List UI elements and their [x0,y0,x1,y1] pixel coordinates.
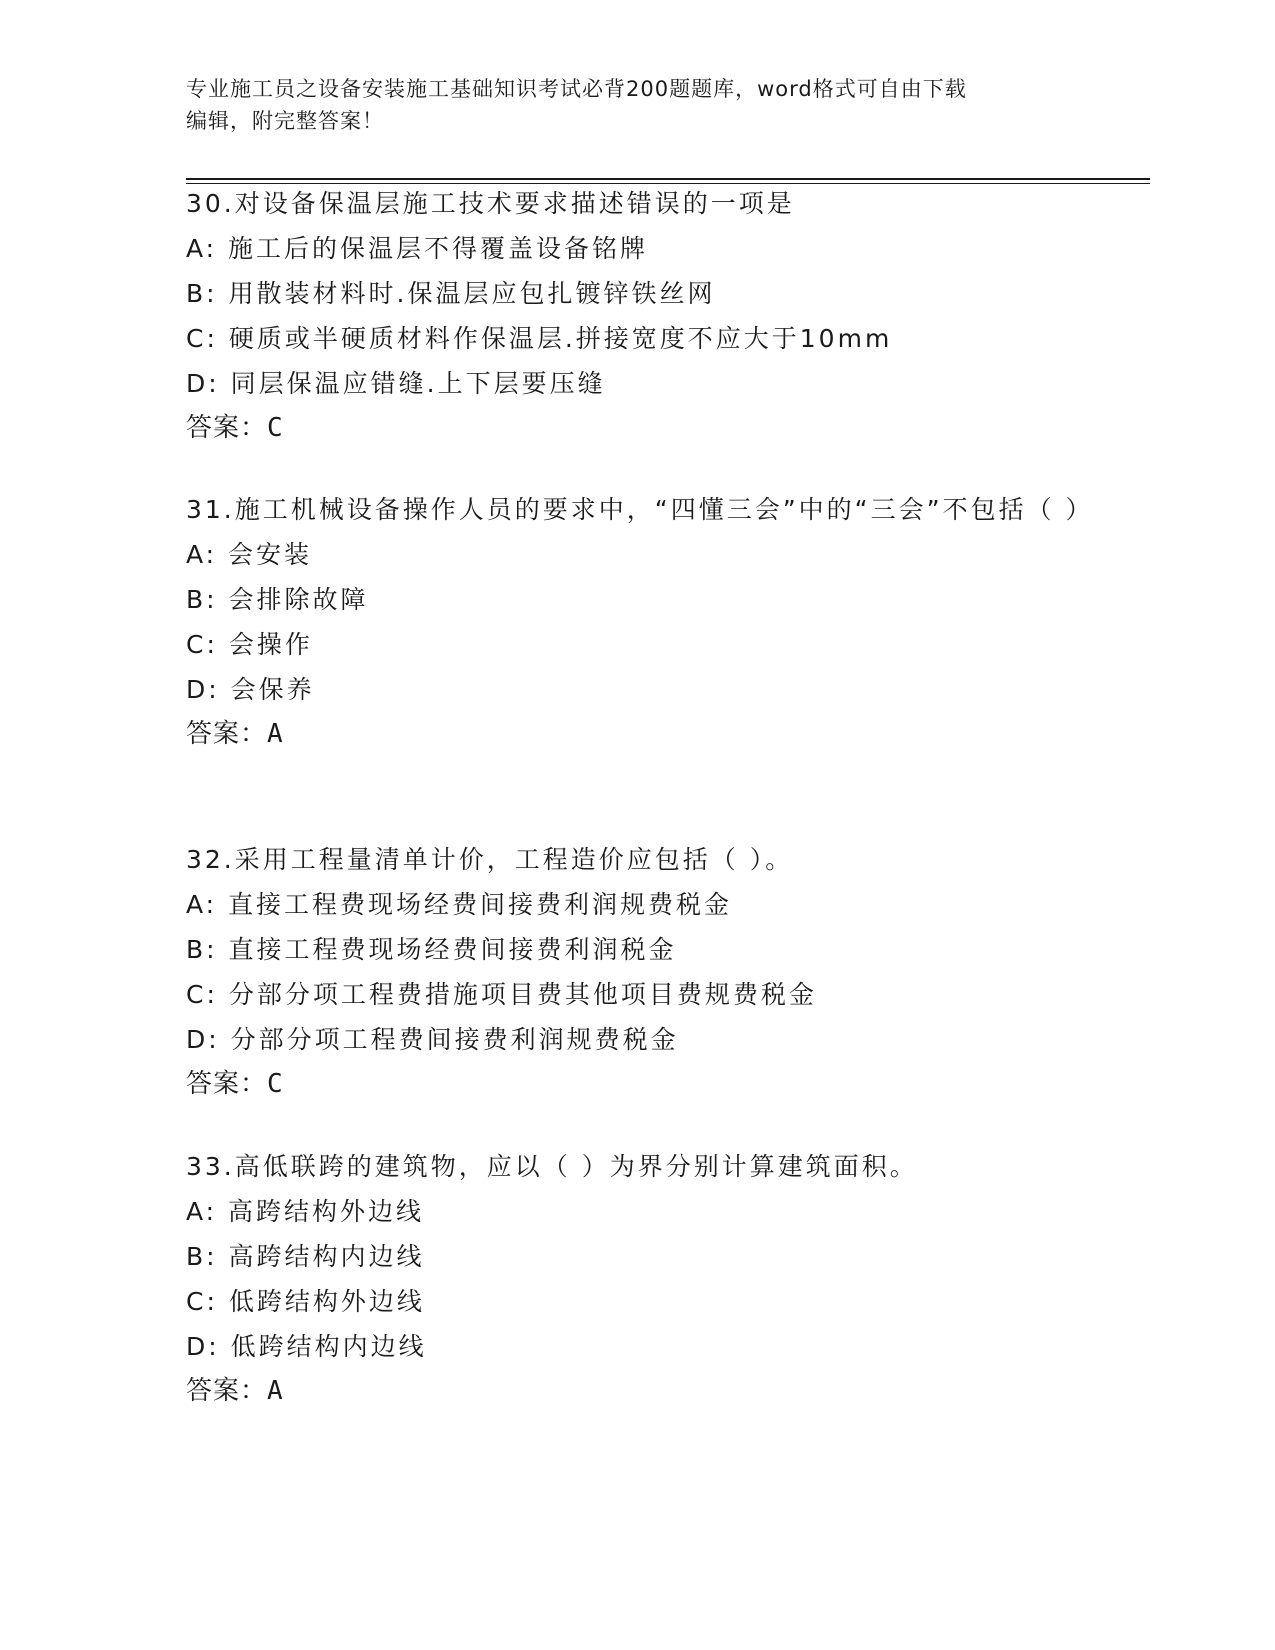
option-d: D: 会保养 [186,675,315,704]
answer-line [186,1062,1086,1107]
option-c: C: 硬质或半硬质材料作保温层.拼接宽度不应大于10mm [186,324,893,353]
option-d: D: 同层保温应错缝.上下层要压缝 [186,369,606,398]
option-d: D: 低跨结构内边线 [186,1332,427,1361]
option-a: A: 直接工程费现场经费间接费利润规费税金 [186,890,733,919]
question-stem: 33.高低联跨的建筑物，应以（ ）为界分别计算建筑面积。 [186,1152,918,1181]
option-a: A: 会安装 [186,540,313,569]
question-33 [186,1144,1086,1414]
question-32 [186,837,1086,1107]
question-30 [186,181,1086,451]
answer-line [186,406,1086,451]
answer-label: 答案： [186,719,268,749]
answer-value: C [267,1069,284,1099]
answer-value: C [267,413,284,443]
option-c: C: 分部分项工程费措施项目费其他项目费规费税金 [186,980,817,1009]
answer-value: A [267,719,284,749]
answer-value: A [267,1376,284,1406]
option-b: B: 高跨结构内边线 [186,1242,425,1271]
option-b: B: 会排除故障 [186,585,369,614]
option-b: B: 用散装材料时.保温层应包扎镀锌铁丝网 [186,279,716,308]
option-d: D: 分部分项工程费间接费利润规费税金 [186,1025,679,1054]
question-31 [186,487,1094,757]
answer-line [186,712,1086,757]
header-divider-thick [186,178,1150,180]
option-c: C: 会操作 [186,630,313,659]
option-a: A: 高跨结构外边线 [186,1197,425,1226]
question-stem: 32.采用工程量清单计价，工程造价应包括（ ）。 [186,845,794,874]
question-stem: 30.对设备保温层施工技术要求描述错误的一项是 [186,189,795,218]
answer-label: 答案： [186,413,268,443]
answer-label: 答案： [186,1069,268,1099]
document-header: 专业施工员之设备安装施工基础知识考试必背200题题库，word格式可自由下载 编辑，附完整答案！ [186,77,967,133]
option-a: A: 施工后的保温层不得覆盖设备铭牌 [186,234,649,263]
answer-label: 答案： [186,1376,268,1406]
question-stem: 31.施工机械设备操作人员的要求中，“四懂三会”中的“三会”不包括（ ） [186,495,1094,524]
option-b: B: 直接工程费现场经费间接费利润税金 [186,935,677,964]
answer-line [186,1369,1086,1414]
option-c: C: 低跨结构外边线 [186,1287,425,1316]
